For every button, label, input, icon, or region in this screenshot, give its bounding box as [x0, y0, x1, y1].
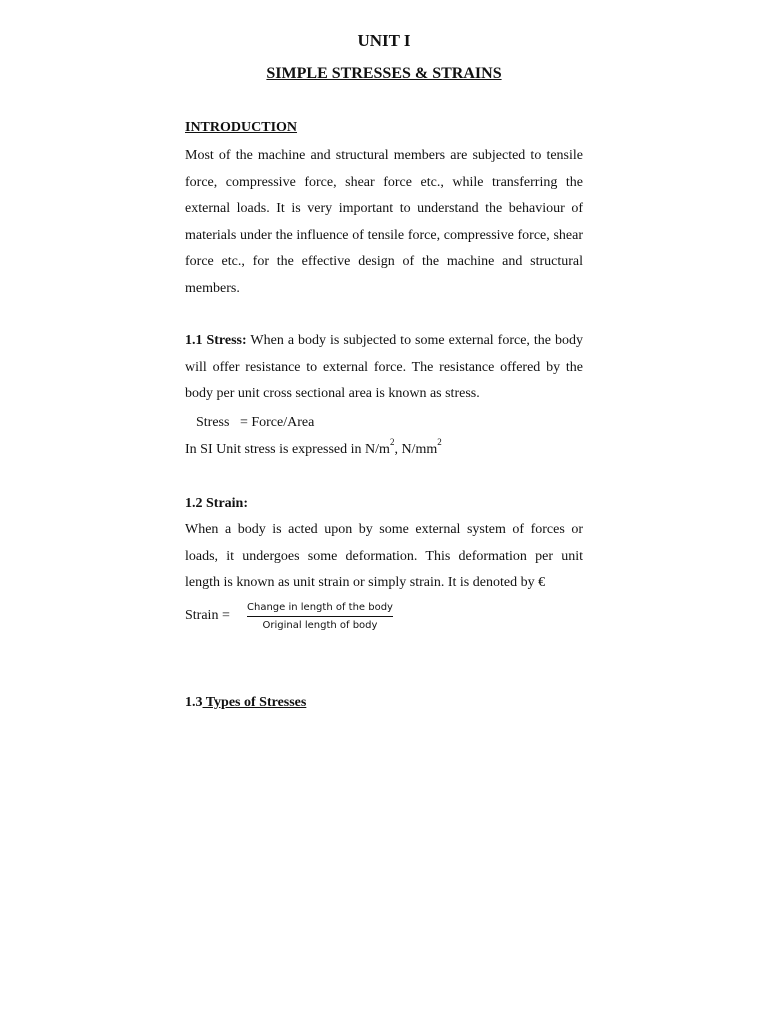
- stress-paragraph: [185, 328, 583, 408]
- stress-text: When a body is subjected to some external force, the body will offer resistance to external force. The resistance offered by the body per unit cross sectional area is known as stress.: [185, 333, 583, 402]
- fraction-bar: [247, 616, 393, 617]
- chapter-title-text: SIMPLE STRESSES & STRAINS: [266, 65, 502, 82]
- stress-units-mid: , N/mm: [394, 442, 438, 457]
- unit-title: UNIT I: [357, 31, 411, 50]
- stress-units-sup1: 2: [389, 437, 395, 448]
- strain-formula-label: Strain =: [185, 608, 230, 623]
- strain-heading: 1.2 Strain:: [185, 496, 248, 511]
- chapter-title: [0, 63, 768, 85]
- types-number: 1.3: [185, 695, 203, 710]
- strain-fraction: [247, 601, 393, 633]
- stress-units-sup2: 2: [437, 437, 442, 448]
- introduction-heading: [185, 118, 297, 138]
- strain-denominator: Original length of body: [262, 620, 378, 631]
- strain-numerator: Change in length of the body: [247, 602, 393, 613]
- stress-formula: Stress = Force/Area: [196, 415, 315, 430]
- strain-paragraph: When a body is acted upon by some external system of forces or loads, it undergoes some deformation. This deformation per unit length is known as unit strain or simply strain. It is denoted by €: [185, 522, 583, 591]
- introduction-paragraph: Most of the machine and structural members are subjected to tensile force, compressive force, shear force etc., while transferring the external loads. It is very important to understand the behaviour of materials under the influence of tensile force, compressive force, shear force etc., for the effective design of the machine and structural members.: [185, 148, 583, 296]
- stress-heading: 1.1 Stress:: [185, 333, 247, 348]
- types-heading-text: Types of Stresses: [202, 695, 307, 710]
- stress-units-prefix: In SI Unit stress is expressed in N/m: [185, 442, 390, 457]
- introduction-heading-text: INTRODUCTION: [185, 120, 298, 135]
- stress-units: [185, 437, 442, 460]
- types-of-stresses-heading: [185, 693, 306, 713]
